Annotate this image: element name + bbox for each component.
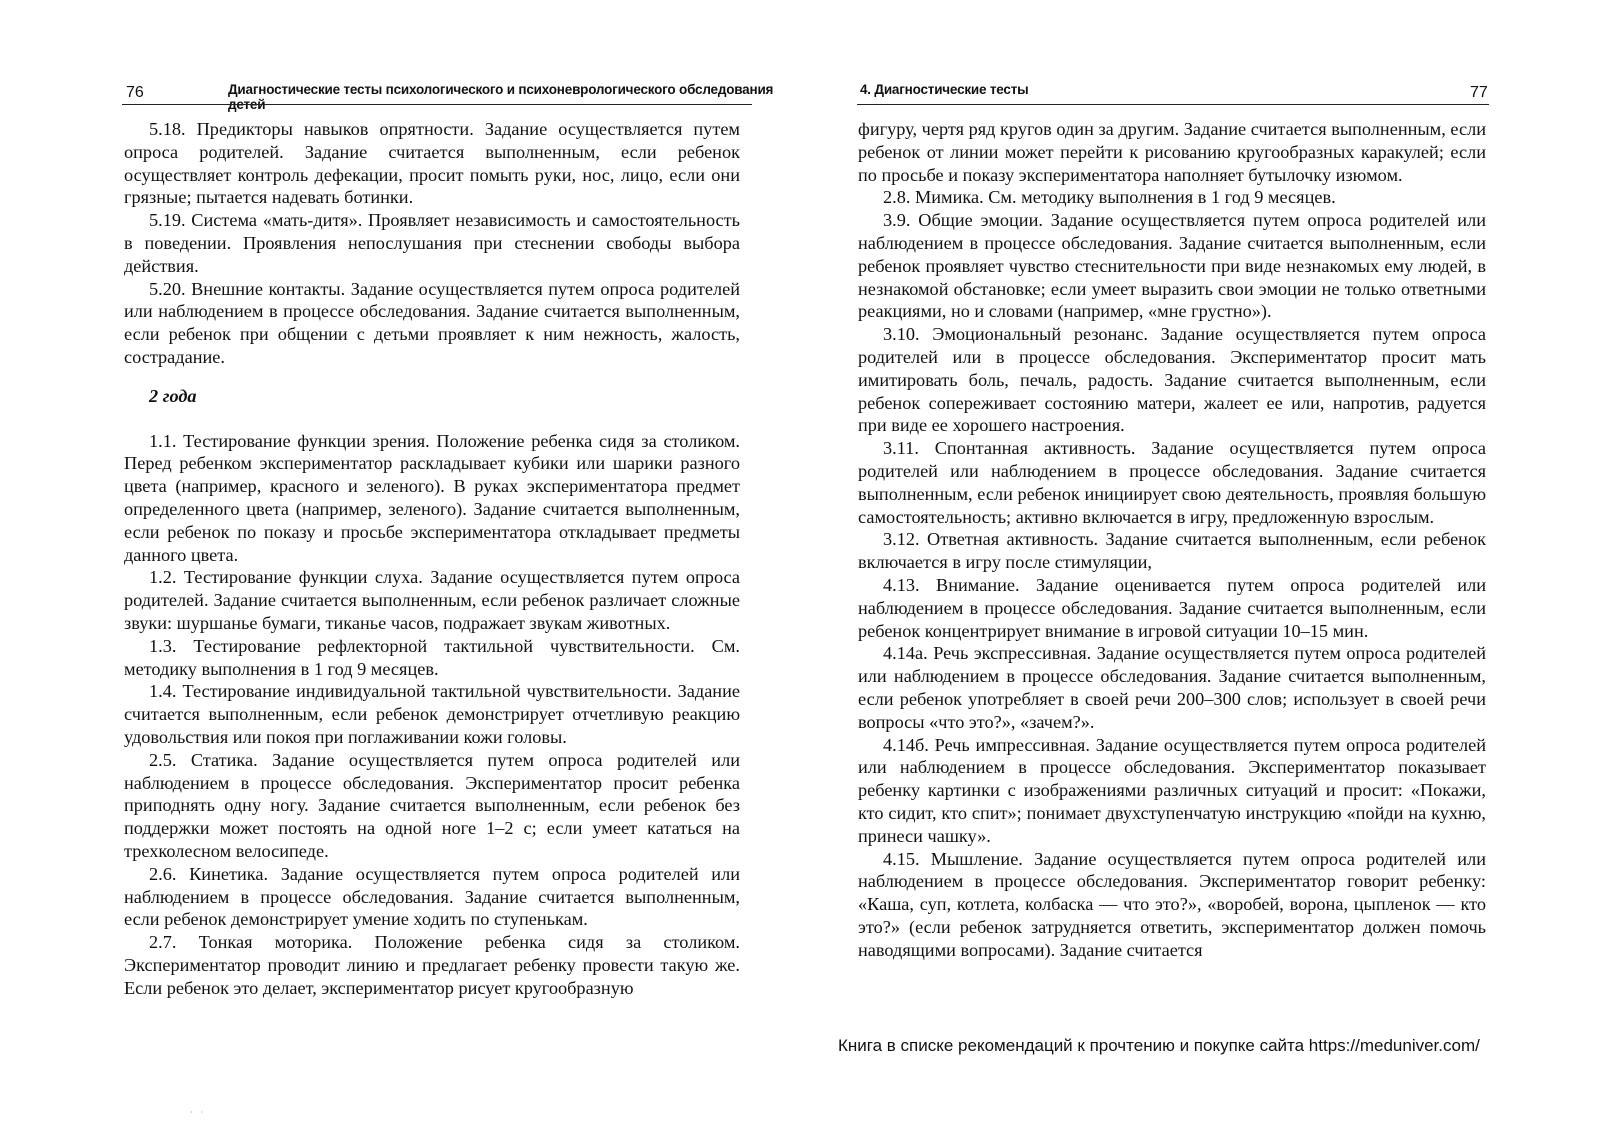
paragraph: 1.4. Тестирование индивидуальной тактильной чувствительности. Задание считается выполненным, если ребенок демонстрирует отчетливую реакцию удовольствия или покоя при поглаживании кожи головы. — [124, 681, 740, 747]
running-head-right: 4. Диагностические тесты — [860, 82, 1029, 97]
scan-specks: · · — [190, 1108, 207, 1117]
paragraph: 3.9. Общие эмоции. Задание осуществляется путем опроса родителей или наблюдением в процессе обследования. Задание считается выполненным, если ребенок проявляет чувство стеснительности при виде незнакомых ему людей, в незнакомой обстановке; если умеет выразить свои эмоции не только ответными реакциями, но и словами (например, «мне грустно»). — [858, 210, 1486, 322]
running-head-left: Диагностические тесты психологического и психоневрологического обследования детей — [228, 82, 774, 112]
paragraph: 2.8. Мимика. См. методику выполнения в 1 год 9 месяцев. — [883, 187, 1336, 208]
paragraph: 2.5. Статика. Задание осуществляется путем опроса родителей или наблюдением в процессе обследования. Экспериментатор просит ребенка приподнять одну ногу. Задание считается выполненным, если ребенок без поддержки может постоять на одной ноге 1–2 с; если умеет кататься на трехколесном велосипеде. — [124, 749, 740, 861]
section-heading: 2 года — [149, 385, 197, 406]
left-page-body — [124, 118, 740, 999]
paragraph: 4.14а. Речь экспрессивная. Задание осуществляется путем опроса родителей или наблюдением в процессе обследования. Задание считается выполненным, если ребенок употребляет в своей речи 200–300 слов; использует в своей речи вопросы «что это?», «зачем?». — [858, 643, 1486, 732]
site-recommendation-note: Книга в списке рекомендаций к прочтению и покупке сайта https://meduniver.com/ — [838, 1036, 1480, 1055]
paragraph: 4.15. Мышление. Задание осуществляется путем опроса родителей или наблюдением в процессе обследования. Экспериментатор говорит ребенку: «Каша, суп, котлета, колбаска — что это?», «воробей, ворона, цыпленок — кто это?» (если ребенок затрудняется ответить, экспериментатор должен помочь наводящими вопросами). Задание считается — [858, 848, 1486, 960]
paragraph: фигуру, чертя ряд кругов один за другим. Задание считается выполненным, если ребенок от линии может перейти к рисованию кругообразных каракулей; если по просьбе и показу экспериментатора наполняет бутылочку изюмом. — [858, 119, 1486, 185]
paragraph: 1.1. Тестирование функции зрения. Положение ребенка сидя за столиком. Перед ребенком экспериментатор раскладывает кубики или шарики разного цвета (например, красного и зеленого). В руках экспериментатора предмет определенного цвета (например, зеленого). Задание считается выполненным, если ребенок по показу и просьбе экспериментатора откладывает предметы данного цвета. — [124, 430, 740, 565]
paragraph: 5.19. Система «мать-дитя». Проявляет независимость и самостоятельность в поведении. Проявления непослушания при стеснении свободы выбора действия. — [124, 210, 740, 276]
paragraph: 2.7. Тонкая моторика. Положение ребенка сидя за столиком. Экспериментатор проводит линию и предлагает ребенку провести такую же. Если ребенок это делает, экспериментатор рисует кругообразную — [124, 932, 740, 998]
page-number-right: 77 — [1470, 84, 1488, 101]
paragraph: 4.13. Внимание. Задание оценивается путем опроса родителей или наблюдением в процессе обследования. Задание считается выполненным, если ребенок концентрирует внимание в игровой ситуации 10–15 мин. — [858, 574, 1486, 641]
right-page-body — [858, 118, 1486, 961]
paragraph: 3.10. Эмоциональный резонанс. Задание осуществляется путем опроса родителей или в процессе обследования. Экспериментатор просит мать имитировать боль, печаль, радость. Задание считается выполненным, если ребенок сопереживает состоянию матери, жалеет ее или, напротив, радуется при виде ее хорошего настроения. — [858, 324, 1486, 436]
page-number-left: 76 — [126, 84, 144, 101]
paragraph: 3.11. Спонтанная активность. Задание осуществляется путем опроса родителей или наблюдением в процессе обследования. Задание считается выполненным, если ребенок инициирует свою деятельность, проявляя большую самостоятельность; активно включается в игру, предложенную взрослым. — [858, 438, 1486, 527]
paragraph: 4.14б. Речь импрессивная. Задание осуществляется путем опроса родителей или наблюдением в процессе обследования. Экспериментатор показывает ребенку картинки с изображениями различных ситуаций и просит: «Покажи, кто сидит, кто спит»; понимает двухступенчатую инструкцию «пойди на кухню, принеси чашку». — [858, 734, 1486, 846]
header-rule-left — [122, 104, 752, 105]
paragraph: 1.2. Тестирование функции слуха. Задание осуществляется путем опроса родителей. Задание считается выполненным, если ребенок различает сложные звуки: шуршанье бумаги, тиканье часов, подражает звукам животных. — [124, 567, 740, 633]
right-page — [800, 0, 1600, 1124]
paragraph: 2.6. Кинетика. Задание осуществляется путем опроса родителей или наблюдением в процессе обследования. Задание считается выполненным, если ребенок демонстрирует умение ходить по ступенькам. — [124, 863, 740, 930]
paragraph: 1.3. Тестирование рефлекторной тактильной чувствительности. См. методику выполнения в 1 год 9 месяцев. — [124, 635, 740, 679]
paragraph: 5.18. Предикторы навыков опрятности. Задание осуществляется путем опроса родителей. Задание считается выполненным, если ребенок осуществляет контроль дефекации, просит помыть руки, нос, лицо, если они грязные; пытается надевать ботинки. — [124, 119, 740, 208]
header-rule-right — [857, 104, 1489, 105]
paragraph: 3.12. Ответная активность. Задание считается выполненным, если ребенок включается в игру после стимуляции, — [858, 529, 1486, 573]
paragraph: 5.20. Внешние контакты. Задание осуществляется путем опроса родителей или наблюдением в процессе обследования. Задание считается выполненным, если ребенок при общении с детьми проявляет к ним нежность, жалость, сострадание. — [124, 278, 740, 367]
